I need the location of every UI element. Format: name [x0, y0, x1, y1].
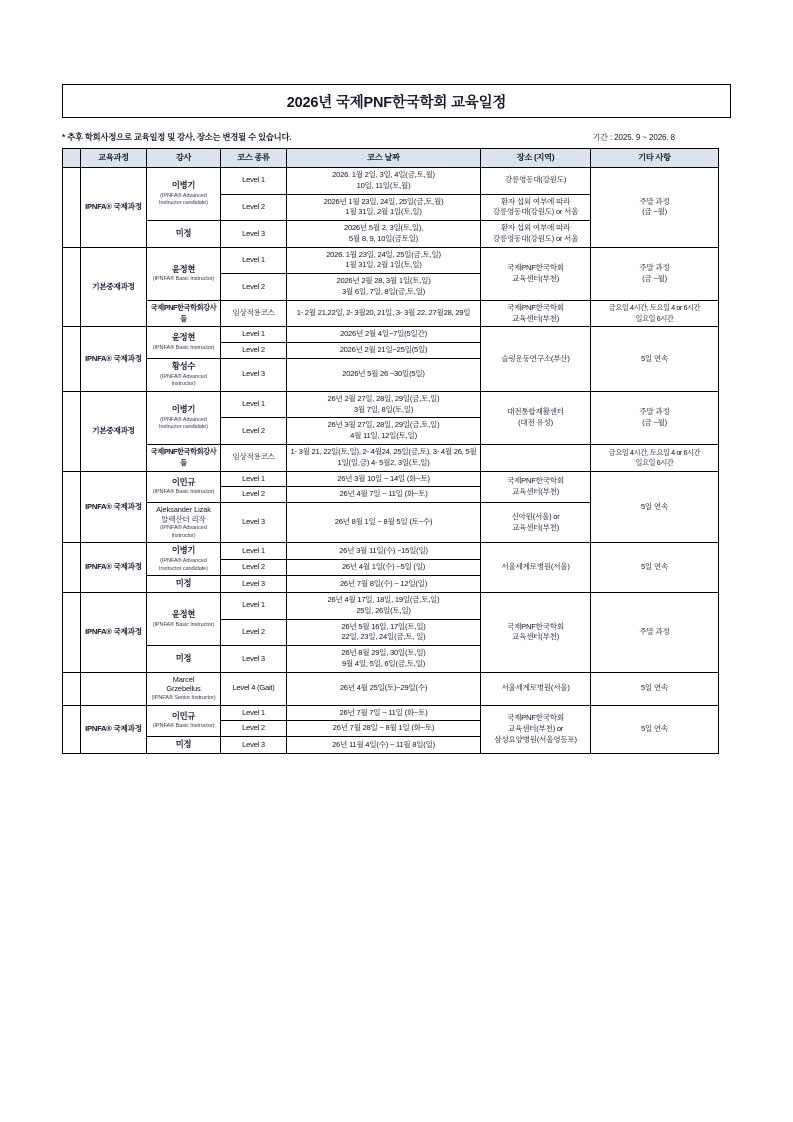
instructor-cell — [147, 471, 221, 503]
remark-line: 5일 연속 — [640, 501, 669, 511]
course-dates-cell — [287, 418, 481, 445]
row-gutter — [63, 705, 81, 753]
venue-cell — [481, 471, 591, 503]
instructor-cell — [147, 672, 221, 705]
venue-line: 환자 섭외 여부에 따라 — [500, 196, 571, 206]
instructor-credential: (IPNFA® Basic Instructor) — [152, 621, 215, 628]
remarks-cell — [591, 247, 719, 300]
column-header-kind: 코스 종류 — [221, 149, 287, 168]
venue-cell — [481, 247, 591, 300]
course-kind-cell: Level 2 — [221, 343, 287, 359]
remark-line: 5일 연속 — [640, 683, 669, 693]
instructor-name: Marcel — [172, 674, 195, 684]
table-row — [63, 300, 719, 327]
venue-cell — [481, 391, 591, 444]
course-dates-cell — [287, 343, 481, 359]
row-gutter — [63, 391, 81, 471]
instructor-cell — [147, 576, 221, 593]
table-row — [63, 168, 719, 195]
column-header-dates: 코스 날짜 — [287, 149, 481, 168]
period-label: 기간 : 2025. 9 ~ 2026. 8 — [592, 133, 675, 142]
date-line: 9월 4일, 5일, 6일(금,토,일) — [341, 658, 426, 668]
instructor-cell — [147, 247, 221, 300]
course-kind-cell: Level 1 — [221, 593, 287, 620]
instructor-name-alt: 알렉산더 리작 — [161, 514, 206, 524]
column-header-notes: 기타 사항 — [591, 149, 719, 168]
date-line: 1- 2월 21,22일, 2- 3월20, 21일, 3- 3월 22, 27월28, 29일 — [296, 308, 471, 318]
remark-line: 주말 과정 — [639, 407, 670, 417]
instructor-credential: (IPNFA® Basic Instructor) — [152, 345, 215, 352]
instructor-credential: (IPNFA® Basic Instructor) — [152, 723, 215, 730]
date-line: 26년 7월 8일(수) ~ 12일(일) — [339, 578, 428, 588]
table-row — [63, 247, 719, 274]
date-line: 2026. 1월 23일, 24일, 25일(금,토,일) — [326, 249, 441, 259]
instructor-cell — [147, 737, 221, 754]
venue-cell — [481, 593, 591, 673]
course-kind-cell: Level 1 — [221, 391, 287, 418]
course-kind-cell: Level 1 — [221, 327, 287, 343]
instructor-name-alt: 강사들 — [180, 446, 217, 467]
row-gutter — [63, 168, 81, 248]
course-name-cell: IPNFA® 국제과정 — [81, 543, 147, 593]
remarks-cell — [591, 391, 719, 444]
venue-line: 교육센터(부천) — [511, 273, 560, 283]
table-row — [63, 593, 719, 620]
remark-line: (금 ~월) — [642, 273, 667, 283]
column-header-course: 교육과정 — [81, 149, 147, 168]
instructor-cell — [147, 300, 221, 327]
course-dates-cell — [287, 646, 481, 673]
date-line: 26년 7월 28일 ~ 8월 1일 (화~토) — [332, 723, 435, 733]
instructor-name: 미정 — [175, 739, 192, 750]
date-line: 25일, 26일(토,일) — [356, 605, 411, 615]
column-header-place: 장소 (지역) — [481, 149, 591, 168]
course-dates-cell — [287, 327, 481, 343]
course-dates-cell — [287, 503, 481, 543]
date-line: 26년 2월 27일, 28일, 29일(금,토,일) — [327, 393, 440, 403]
instructor-name: 황성수 — [171, 360, 196, 371]
course-dates-cell — [287, 444, 481, 471]
row-gutter — [63, 471, 81, 543]
remark-line: 주말 과정 — [639, 262, 670, 272]
date-line: 26년 7월 7일 ~ 11일 (화~토) — [339, 707, 428, 717]
table-row — [63, 444, 719, 471]
course-dates-cell — [287, 705, 481, 721]
date-line: 1- 3월 21, 22일(토,일), 2- 4월24, 25일(금,토), 3- 4월 26, 5월 1일(일,금) 4- 5월2, 3일(토,일) — [290, 446, 477, 467]
venue-line: 국제PNF한국학회 — [507, 302, 564, 312]
date-line: 2026년 5월 2, 3일(토,일), — [344, 223, 423, 233]
venue-cell — [481, 300, 591, 327]
date-line: 2026년 1월 23일, 24일, 25일(금,토,월) — [323, 196, 444, 206]
date-line: 1월 31일, 2월 1일(토,일) — [345, 260, 422, 270]
remark-line: 금요일 4시간, 토요일 4 or 6시간 — [608, 303, 701, 313]
instructor-cell — [147, 168, 221, 221]
course-kind-cell: Level 1 — [221, 168, 287, 195]
venue-cell — [481, 444, 591, 471]
venue-cell — [481, 194, 591, 221]
venue-line: 국제PNF한국학회 — [507, 262, 564, 272]
instructor-cell — [147, 543, 221, 576]
instructor-name: 이민규 — [171, 476, 196, 487]
course-dates-cell — [287, 274, 481, 301]
venue-line: 국제PNF한국학회 — [507, 621, 564, 631]
instructor-credential: (IPNFA® Advanced Instructor) — [160, 373, 207, 388]
instructor-credential: (IPNFA® Advanced Instructor) — [160, 525, 207, 539]
venue-cell — [481, 327, 591, 391]
row-gutter — [63, 327, 81, 391]
instructor-name: 국제PNF한국학회 — [150, 302, 204, 312]
remarks-cell — [591, 543, 719, 593]
course-dates-cell — [287, 391, 481, 418]
course-kind-cell: Level 3 — [221, 646, 287, 673]
course-kind-cell: Level 4 (Gait) — [221, 672, 287, 705]
course-kind-cell: Level 3 — [221, 221, 287, 248]
course-dates-cell — [287, 471, 481, 487]
row-gutter — [63, 593, 81, 673]
course-name-cell: 기본중재과정 — [81, 391, 147, 471]
row-gutter — [63, 672, 81, 705]
table-row — [63, 672, 719, 705]
instructor-name: 이민규 — [171, 710, 196, 721]
course-kind-cell: Level 1 — [221, 471, 287, 487]
remarks-cell — [591, 672, 719, 705]
course-dates-cell — [287, 358, 481, 391]
date-line: 26년 3월 10일 ~ 14일 (화~토) — [337, 473, 430, 483]
venue-cell — [481, 168, 591, 195]
instructor-credential: (IPNFA® Advanced Instructor candidate) — [159, 416, 208, 431]
date-line: 2026년 2월 28, 3월 1일(토,일) — [336, 276, 431, 286]
venue-line: 신아원(서울) or — [511, 511, 560, 521]
instructor-name: 미정 — [175, 578, 192, 589]
date-line: 2026년 2월 21일~25일(5일) — [339, 345, 428, 355]
course-kind-cell: 임상적용코스 — [221, 300, 287, 327]
course-kind-cell: Level 3 — [221, 358, 287, 391]
course-kind-cell: Level 2 — [221, 194, 287, 221]
course-dates-cell — [287, 737, 481, 754]
date-line: 5월 8, 9, 10일(금토일) — [348, 233, 419, 243]
remark-line: 5일 연속 — [640, 562, 669, 572]
date-line: 26년 4월 7일 ~ 11일 (화~토) — [339, 489, 428, 499]
instructor-name: Aleksander Lizak — [156, 505, 211, 515]
course-kind-cell: Level 2 — [221, 619, 287, 646]
venue-line: 교육센터(부천) — [511, 486, 560, 496]
instructor-name: 국제PNF한국학회 — [150, 446, 204, 456]
remark-line: (금 ~월) — [642, 417, 667, 427]
course-dates-cell — [287, 672, 481, 705]
date-line: 26년 8월 29일, 30일(토,일) — [341, 648, 426, 658]
remarks-cell — [591, 444, 719, 471]
course-dates-cell — [287, 543, 481, 559]
remarks-cell — [591, 705, 719, 753]
remark-line: (금 ~월) — [642, 207, 667, 217]
venue-cell — [481, 221, 591, 248]
venue-cell — [481, 672, 591, 705]
remark-line: 5일 연속 — [640, 723, 669, 733]
date-line: 1월 31일, 2월 1일(토,일) — [345, 207, 422, 217]
remark-line: 5일 연속 — [640, 353, 669, 363]
instructor-cell — [147, 221, 221, 248]
table-row — [63, 471, 719, 487]
change-notice: * 추후 학회사정으로 교육일정 및 강사, 장소는 변경될 수 있습니다. — [62, 132, 292, 142]
venue-line: 강릉영동대(강원도) or 서울 — [492, 233, 579, 243]
venue-line: 국제PNF한국학회 — [507, 476, 564, 485]
course-name-cell: IPNFA® 국제과정 — [81, 593, 147, 673]
date-line: 2026년 2월 4일~7일(5일간) — [340, 329, 427, 339]
row-gutter — [63, 247, 81, 327]
course-name-cell — [81, 672, 147, 705]
course-name-cell: IPNFA® 국제과정 — [81, 471, 147, 543]
table-row — [63, 391, 719, 418]
course-dates-cell — [287, 559, 481, 575]
instructor-credential: (IPNFA® Basic Instructor) — [152, 276, 215, 283]
course-dates-cell — [287, 300, 481, 327]
course-kind-cell: Level 1 — [221, 705, 287, 721]
course-dates-cell — [287, 576, 481, 593]
venue-line: 교육센터(부천) — [511, 632, 560, 642]
instructor-name: 이병기 — [171, 545, 196, 556]
instructor-cell — [147, 391, 221, 444]
page-title: 2026년 국제PNF한국학회 교육일정 — [286, 94, 507, 111]
course-name-cell: IPNFA® 국제과정 — [81, 168, 147, 248]
course-dates-cell — [287, 168, 481, 195]
table-header-row — [63, 149, 719, 168]
table-row — [63, 705, 719, 721]
course-dates-cell — [287, 194, 481, 221]
venue-cell — [481, 543, 591, 593]
course-dates-cell — [287, 487, 481, 503]
instructor-name: 이병기 — [171, 403, 196, 414]
remarks-cell — [591, 300, 719, 327]
date-line: 26년 11월 4일(수) ~ 11월 8일(일) — [332, 739, 435, 749]
instructor-credential: (IPNFA® Basic Instructor) — [152, 489, 215, 496]
date-line: 26년 4월 17일, 18일, 19일(금,토,일) — [327, 595, 440, 605]
course-kind-cell: Level 3 — [221, 737, 287, 754]
remark-line: 일요일 6시간 — [635, 457, 674, 467]
instructor-cell — [147, 705, 221, 737]
instructor-cell — [147, 358, 221, 391]
remark-line: 일요일 6시간 — [635, 313, 674, 323]
date-line: 26년 5월 16일, 17일(토,일) — [341, 621, 426, 631]
instructor-credential: (IPNFA® Advanced Instructor candidate) — [159, 558, 208, 572]
date-line: 2026년 5월 26 ~30일(5일) — [342, 369, 425, 379]
course-kind-cell: Level 2 — [221, 274, 287, 301]
remarks-cell — [591, 593, 719, 673]
course-kind-cell: Level 1 — [221, 247, 287, 274]
table-body — [63, 168, 719, 754]
course-dates-cell — [287, 221, 481, 248]
remarks-cell — [591, 168, 719, 248]
venue-line: 강릉영동대(강원도) — [504, 175, 567, 185]
course-kind-cell: 임상적용코스 — [221, 444, 287, 471]
date-line: 26년 3월 11일(수) ~15일(일) — [339, 545, 428, 555]
instructor-cell — [147, 444, 221, 471]
date-line: 10일, 11일(토,월) — [356, 180, 411, 190]
instructor-cell — [147, 327, 221, 359]
course-dates-cell — [287, 619, 481, 646]
course-name-cell: IPNFA® 국제과정 — [81, 705, 147, 753]
instructor-name-alt: 강사들 — [180, 302, 217, 323]
date-line: 4월 11일, 12일(토,일) — [350, 431, 417, 441]
table-row — [63, 543, 719, 559]
education-schedule-table — [62, 148, 719, 754]
venue-line: 대전통합재활센터 — [507, 407, 564, 417]
venue-line: 국제PNF한국학회 — [507, 713, 564, 723]
instructor-name: 미정 — [175, 653, 192, 664]
venue-line: 슬링운동연구소(부산) — [501, 353, 570, 363]
course-kind-cell: Level 3 — [221, 503, 287, 543]
venue-line: 서울세계로병원(서울) — [501, 562, 570, 572]
document-title-banner — [62, 84, 731, 118]
row-gutter — [63, 543, 81, 593]
remarks-cell — [591, 327, 719, 391]
column-header-instructor: 강사 — [147, 149, 221, 168]
course-kind-cell: Level 3 — [221, 576, 287, 593]
instructor-name: 윤정현 — [171, 263, 196, 274]
venue-line: 서울세계로병원(서울) — [501, 683, 570, 693]
course-kind-cell: Level 2 — [221, 418, 287, 445]
venue-line: 삼성요양병원(서울영등포) — [494, 734, 577, 744]
remarks-cell — [591, 471, 719, 543]
venue-line: 교육센터(부천) — [511, 522, 560, 532]
date-line: 2026. 1월 2일, 3일, 4일(금,토,월) — [332, 170, 435, 179]
course-kind-cell: Level 2 — [221, 721, 287, 737]
notice-row — [62, 127, 731, 143]
instructor-name: 윤정현 — [171, 608, 196, 619]
course-dates-cell — [287, 593, 481, 620]
date-line: 26년 4월 25일(토)~29일(수) — [339, 683, 428, 693]
date-line: 3월 7일, 8일(토,일) — [353, 404, 414, 414]
instructor-cell — [147, 646, 221, 673]
date-line: 26년 4월 1일(수) ~5일 (일) — [341, 562, 426, 572]
course-kind-cell: Level 1 — [221, 543, 287, 559]
course-dates-cell — [287, 247, 481, 274]
venue-cell — [481, 503, 591, 543]
venue-line: 환자 섭외 여부에 따라 — [500, 223, 571, 233]
course-name-cell: 기본중재과정 — [81, 247, 147, 327]
date-line: 3월 6일, 7일, 8일(금,토,일) — [341, 287, 426, 297]
date-line: 22일, 23일, 24일(금,토, 일) — [341, 632, 426, 642]
instructor-credential: (IPNFA® Advanced Instructor candidate) — [159, 192, 208, 207]
venue-line: 강릉영동대(강원도) or 서울 — [492, 207, 579, 217]
course-dates-cell — [287, 721, 481, 737]
venue-line: 교육센터(부천) — [511, 313, 560, 323]
instructor-name: 윤정현 — [171, 332, 196, 343]
date-line: 26년 3월 27일, 28일, 29일(금,토,일) — [327, 420, 440, 430]
course-kind-cell: Level 2 — [221, 559, 287, 575]
instructor-name: 미정 — [175, 228, 192, 239]
instructor-name: 이병기 — [171, 180, 196, 191]
remark-line: 금요일 4시간, 토요일 4 or 6시간 — [608, 447, 701, 457]
course-kind-cell: Level 2 — [221, 487, 287, 503]
date-line: 26년 8월 1일 ~ 8월 5일 (토~수) — [334, 517, 433, 527]
instructor-cell — [147, 503, 221, 543]
column-header-gutter — [63, 149, 81, 168]
remark-line: 주말 과정 — [639, 196, 670, 206]
instructor-cell — [147, 593, 221, 646]
venue-line: 교육센터(부천) or — [507, 723, 564, 733]
remark-line: 주말 과정 — [639, 627, 670, 637]
table-row — [63, 327, 719, 343]
course-name-cell: IPNFA® 국제과정 — [81, 327, 147, 391]
venue-line: (대전 유성) — [518, 417, 553, 427]
venue-cell — [481, 705, 591, 753]
instructor-name-alt: Grzebellus — [166, 684, 201, 694]
instructor-credential: (IPNFA® Senior Instructor) — [151, 695, 216, 701]
